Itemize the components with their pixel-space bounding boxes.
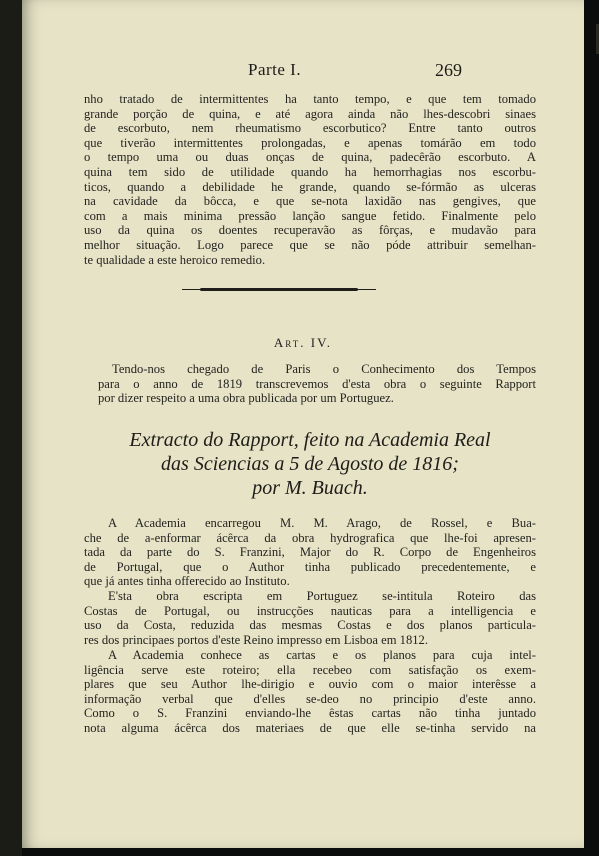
text-line: ticos, quando a debilidade he grande, quando se-fórmão as ulceras — [84, 179, 536, 194]
text-line: que já antes tinha offerecido ao Instituto. — [84, 574, 290, 589]
text-line: que tiverão intermittentes prolongadas, e apenas tomárão em todo — [84, 135, 536, 150]
running-header — [22, 60, 584, 84]
text-line: com a mais minima pressão lanção sangue fetido. Finalmente pelo — [84, 208, 536, 223]
text-line: para o anno de 1819 transcrevemos d'esta obra o seguinte Rapport — [98, 376, 536, 391]
text-line: plares que seu Author lhe-dirigio e ouvio com o maior interêsse a — [84, 677, 536, 692]
text-line: o tempo uma ou duas onças de quina, padecêrão escorbuto. A — [84, 150, 536, 165]
text-line: Como o S. Franzini enviando-lhe êstas cartas não tinha juntado — [84, 706, 536, 721]
text-line: E'sta obra escripta em Portuguez se-intitula Roteiro das — [108, 589, 536, 603]
text-line: che de a-enformar ácêrca da obra hydrografica que lhe-foi apresen- — [84, 530, 536, 545]
text-line: A Academia conhece as cartas e os planos para cuja intel- — [108, 648, 536, 662]
text-line: Costas de Portugal, ou instrucções nauticas para a intelligencia e — [84, 603, 536, 618]
text-line: res dos principaes portos d'este Reino impresso em Lisboa em 1812. — [84, 632, 428, 647]
section-divider-rule — [200, 288, 358, 291]
part-label: Parte I. — [248, 60, 302, 79]
text-line: melhor situação. Logo parece que se não póde attribuir semelhan- — [84, 237, 536, 252]
text-line: ligência serve este roteiro; ella recebeo com satisfação os exem- — [84, 662, 536, 677]
text-line: quina tem sido de utilidade quando ha hemorrhagias nos escorbu- — [84, 164, 536, 179]
title-line: por M. Buach. — [252, 477, 368, 499]
book-spine-edge — [0, 0, 22, 856]
text-line: nota alguma ácêrca dos materiaes de que elle se-tinha servido na — [84, 720, 536, 735]
page-number: 269 — [435, 60, 462, 80]
book-page — [22, 0, 584, 848]
text-line: uso da Costa, reduzida das mesmas Costas e dos planos particula- — [84, 618, 536, 633]
title-line: Extracto do Rapport, feito na Academia Real — [129, 429, 491, 451]
text-line: te qualidade a este heroico remedio. — [84, 252, 266, 267]
scan-border-right — [584, 0, 599, 856]
text-line: na cavidade da bôcca, e que se-nota laxidão nas gengives, que — [84, 194, 536, 209]
text-line: tada da parte do S. Franzini, Major do R. Corpo de Engenheiros — [84, 545, 536, 560]
paragraph-roteiro — [84, 589, 536, 647]
text-line: grande porção de quina, e até agora ainda não lhes-descobri sinaes — [84, 106, 536, 121]
paragraph-intro — [98, 362, 536, 406]
title-line: das Sciencias a 5 de Agosto de 1816; — [161, 453, 459, 475]
text-line: nho tratado de intermittentes ha tanto tempo, e que tem tomado — [84, 92, 536, 106]
paragraph-cartas — [84, 648, 536, 736]
text-line: informação verbal que d'elles se-deo no principio d'este anno. — [84, 691, 536, 706]
text-line: uso da quina os doentes recuperavão as fôrças, e mudavão para — [84, 223, 536, 238]
extract-title — [84, 428, 536, 500]
paragraph-academy — [84, 516, 536, 589]
text-line: de escorbuto, nem rheumatismo escorbutico? Entre tanto outros — [84, 121, 536, 136]
paragraph-continued — [84, 92, 536, 267]
text-line: de Portugal, que o Author tinha publicado precedentemente, e — [84, 559, 536, 574]
text-line: por dizer respeito a uma obra publicada por um Portuguez. — [98, 391, 394, 406]
text-line: A Academia encarregou M. M. Arago, de Rossel, e Bua- — [108, 516, 536, 530]
text-line: Tendo-nos chegado de Paris o Conhecimento dos Tempos — [112, 362, 536, 376]
article-heading: Art. IV. — [273, 335, 333, 350]
